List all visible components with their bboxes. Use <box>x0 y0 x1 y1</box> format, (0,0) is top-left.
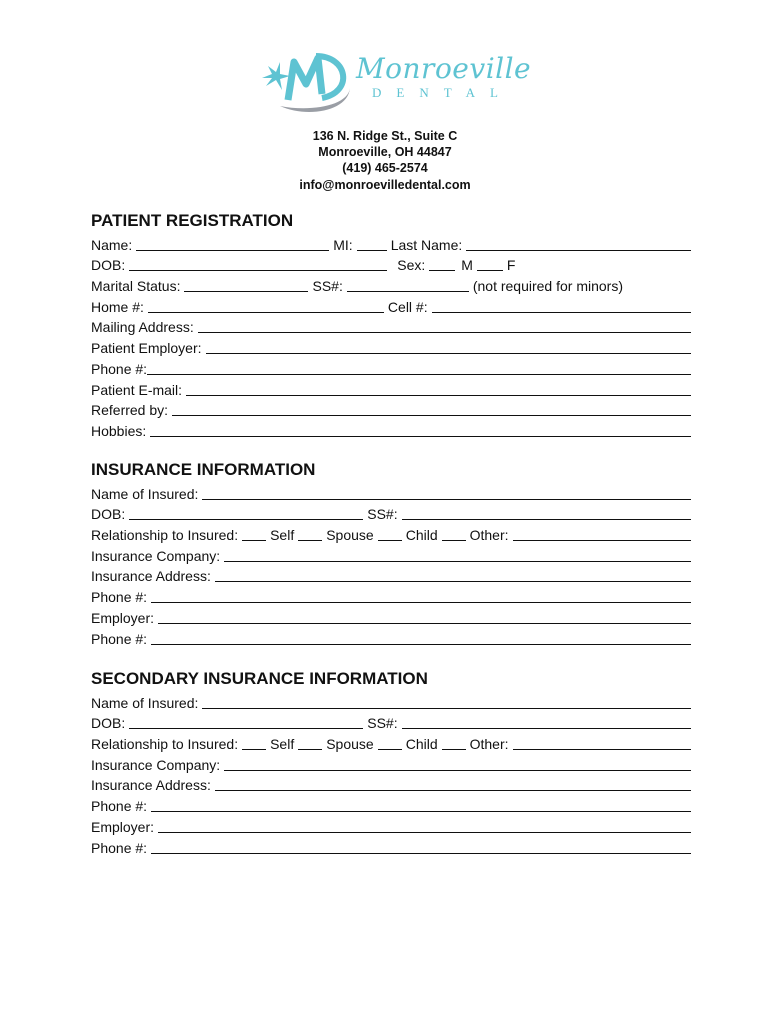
email-label: Patient E-mail: <box>91 381 183 398</box>
self-field[interactable] <box>242 737 266 750</box>
child-label: Child <box>405 527 438 544</box>
other-label: Other: <box>469 527 509 544</box>
name-insured-label: Name of Insured: <box>91 485 199 502</box>
not-required-note: (not required for minors) <box>472 278 624 295</box>
insurance-address-label: Insurance Address: <box>91 568 211 585</box>
cell-field[interactable] <box>432 300 691 313</box>
name-field[interactable] <box>136 238 329 251</box>
relationship-label: Relationship to Insured: <box>91 736 239 753</box>
sex-m-field[interactable] <box>429 258 455 271</box>
phone-label: Phone #: <box>91 798 148 815</box>
name-insured-field[interactable] <box>202 696 691 709</box>
dob-field[interactable] <box>129 716 363 729</box>
mailing-row <box>91 316 691 337</box>
self-label: Self <box>270 736 295 753</box>
relationship-row <box>91 732 691 753</box>
marital-ss-row <box>91 274 691 295</box>
email-row <box>91 378 691 399</box>
mailing-field[interactable] <box>198 320 691 333</box>
ss-label: SS#: <box>367 506 398 523</box>
other-label: Other: <box>469 736 509 753</box>
mailing-label: Mailing Address: <box>91 319 194 336</box>
insurance-address-row <box>91 565 691 586</box>
marital-field[interactable] <box>184 279 308 292</box>
home-cell-row <box>91 295 691 316</box>
name-insured-row <box>91 482 691 503</box>
sex-f-field[interactable] <box>477 258 503 271</box>
sex-m-label: M <box>461 257 473 274</box>
ss-label: SS#: <box>367 715 398 732</box>
name-insured-label: Name of Insured: <box>91 694 199 711</box>
sex-label: Sex: <box>397 257 426 274</box>
dob-label: DOB: <box>91 257 126 274</box>
phone-field[interactable] <box>151 590 691 603</box>
marital-label: Marital Status: <box>91 278 181 295</box>
phone-row <box>91 585 691 606</box>
phone2-label: Phone #: <box>91 630 148 647</box>
company-row <box>91 753 691 774</box>
phone2-row <box>91 627 691 648</box>
employer-field[interactable] <box>158 820 691 833</box>
other-field[interactable] <box>513 528 691 541</box>
company-label: Insurance Company: <box>91 756 221 773</box>
self-label: Self <box>270 527 295 544</box>
home-field[interactable] <box>148 300 384 313</box>
other-check-field[interactable] <box>442 528 466 541</box>
insurance-section <box>91 458 691 648</box>
spouse-label: Spouse <box>326 736 374 753</box>
section-heading: INSURANCE INFORMATION <box>91 460 316 479</box>
name-insured-row <box>91 691 691 712</box>
insurance-address-label: Insurance Address: <box>91 777 211 794</box>
company-row <box>91 544 691 565</box>
sex-f-label: F <box>506 257 516 274</box>
child-label: Child <box>405 736 438 753</box>
hobbies-label: Hobbies: <box>91 422 147 439</box>
spouse-field[interactable] <box>298 528 322 541</box>
practice-address <box>0 128 770 193</box>
phone2-row <box>91 836 691 857</box>
section-heading: SECONDARY INSURANCE INFORMATION <box>91 669 428 688</box>
name-row <box>91 233 691 254</box>
street-address: 136 N. Ridge St., Suite C <box>312 129 458 143</box>
secondary-insurance-section <box>91 667 691 857</box>
patient-registration-section <box>91 209 691 440</box>
dob-ss-row <box>91 503 691 524</box>
ss-label: SS#: <box>312 278 343 295</box>
last-name-label: Last Name: <box>390 236 463 253</box>
company-field[interactable] <box>224 758 691 771</box>
relationship-row <box>91 523 691 544</box>
insurance-address-row <box>91 774 691 795</box>
name-insured-field[interactable] <box>202 487 691 500</box>
logo-name: Monroeville <box>356 52 532 85</box>
email-field[interactable] <box>186 383 691 396</box>
other-field[interactable] <box>513 737 691 750</box>
referred-row <box>91 399 691 420</box>
employer-label: Employer: <box>91 609 155 626</box>
ss-field[interactable] <box>347 279 469 292</box>
ss-field[interactable] <box>402 507 691 520</box>
child-field[interactable] <box>378 737 402 750</box>
phone2-field[interactable] <box>151 841 691 854</box>
practice-email: info@monroevilledental.com <box>299 177 471 192</box>
dob-label: DOB: <box>91 506 126 523</box>
dob-field[interactable] <box>129 507 363 520</box>
dob-sex-row <box>91 254 691 275</box>
section-heading: PATIENT REGISTRATION <box>91 211 294 230</box>
ss-field[interactable] <box>402 716 691 729</box>
phone-field[interactable] <box>147 362 691 375</box>
phone2-label: Phone #: <box>91 839 148 856</box>
hobbies-row <box>91 419 691 440</box>
logo-subtitle: DENTAL <box>372 85 513 100</box>
insurance-address-field[interactable] <box>215 569 691 582</box>
cell-label: Cell #: <box>387 298 428 315</box>
phone-field[interactable] <box>151 799 691 812</box>
phone-label: Phone #: <box>91 589 148 606</box>
child-field[interactable] <box>378 528 402 541</box>
dob-field[interactable] <box>129 258 387 271</box>
referred-field[interactable] <box>172 403 691 416</box>
relationship-label: Relationship to Insured: <box>91 527 239 544</box>
dob-label: DOB: <box>91 715 126 732</box>
practice-phone: (419) 465-2574 <box>342 161 428 176</box>
city-state-zip: Monroeville, OH 44847 <box>318 145 452 160</box>
name-label: Name: <box>91 236 133 253</box>
self-field[interactable] <box>242 528 266 541</box>
phone2-field[interactable] <box>151 632 691 645</box>
hobbies-field[interactable] <box>150 424 691 437</box>
spouse-field[interactable] <box>298 737 322 750</box>
insurance-address-field[interactable] <box>215 778 691 791</box>
employer-field[interactable] <box>206 341 692 354</box>
other-check-field[interactable] <box>442 737 466 750</box>
mi-label: MI: <box>333 236 353 253</box>
company-label: Insurance Company: <box>91 547 221 564</box>
spouse-label: Spouse <box>326 527 374 544</box>
last-name-field[interactable] <box>466 238 691 251</box>
employer-row <box>91 815 691 836</box>
home-label: Home #: <box>91 298 144 315</box>
phone-label: Phone #: <box>91 360 148 377</box>
company-field[interactable] <box>224 549 691 562</box>
mi-field[interactable] <box>357 238 387 251</box>
referred-label: Referred by: <box>91 402 169 419</box>
employer-label: Employer: <box>91 818 155 835</box>
employer-row <box>91 336 691 357</box>
employer-label: Patient Employer: <box>91 340 202 357</box>
employer-field[interactable] <box>158 611 691 624</box>
employer-row <box>91 606 691 627</box>
phone-row <box>91 794 691 815</box>
phone-row <box>91 357 691 378</box>
dob-ss-row <box>91 712 691 733</box>
